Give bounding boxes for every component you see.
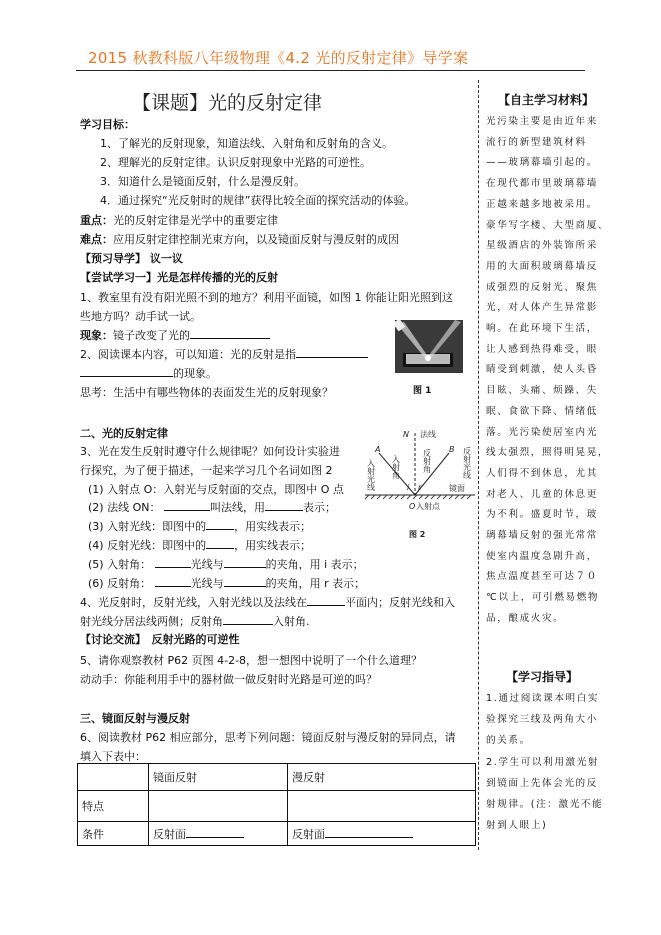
sidebar-line: 验探究三线及两角大小 — [486, 714, 598, 726]
term-2 — [88, 499, 336, 515]
fill-blank[interactable] — [190, 327, 270, 339]
cell-input[interactable] — [149, 791, 288, 822]
cell-condition — [149, 822, 288, 846]
normal-label: 法线 — [420, 430, 436, 439]
term-5 — [88, 556, 364, 572]
fill-blank[interactable] — [223, 613, 273, 625]
question-1-cont: 些地方吗？动手试一试。 — [80, 310, 201, 323]
question-2-text: 2、阅读课本内容，可以知道：光的反射是指 — [80, 348, 296, 361]
question-4-cont — [80, 613, 310, 629]
q4-text: 4、光反射时，反射光线，入射光线以及法线在 — [80, 596, 307, 609]
sidebar-line: 人们得不到休息，尤其 — [486, 467, 598, 479]
sidebar-line: 落。光污染使居室内光 — [486, 426, 598, 438]
difficulty-text: 应用反射定律控制光束方向，以及镜面反射与漫反射的成因 — [113, 233, 399, 246]
fill-blank[interactable] — [296, 346, 368, 358]
fill-blank[interactable] — [164, 499, 210, 511]
cell-text: 反射面 — [153, 827, 186, 841]
question-1: 1、教室里有没有阳光照不到的地方？利用平面镜，如图 1 你能让阳光照到这 — [80, 291, 453, 304]
term-text: 的夹角，用 i 表示； — [265, 558, 364, 571]
sidebar-line: 流行的新型建筑材料 — [486, 136, 587, 148]
document-header: 2015 秋教科版八年级物理《4.2 光的反射定律》导学案 — [88, 49, 469, 67]
cell-text: 反射面 — [292, 827, 325, 841]
objective-item: 4．通过探究“光反射时的规律”获得比较全面的探究活动的体验。 — [100, 194, 416, 207]
cell-condition — [288, 822, 476, 846]
sidebar-line: 2.学生可以利用激光射 — [486, 756, 600, 768]
fill-blank[interactable] — [307, 594, 345, 606]
figure-2-diagram — [365, 425, 479, 545]
sidebar-line: 星级酒店的外装饰所采 — [486, 240, 598, 252]
point-b: B — [449, 445, 455, 454]
sidebar-line: 正越来越多地被采用。 — [486, 198, 598, 210]
key-point-label: 重点： — [80, 214, 113, 227]
fill-blank[interactable] — [265, 499, 303, 511]
term-text: ，用实线表示； — [234, 539, 312, 552]
term-text: 的夹角，用 r 表示； — [265, 577, 366, 590]
phenomenon-text: 镜子改变了光的 — [113, 329, 190, 342]
question-5: 5、请你观察教材 P62 页图 4-2-8，想一想图中说明了一个什么道理？ — [80, 654, 423, 667]
sidebar-line: 到镜面上先体会光的反 — [486, 777, 598, 789]
fill-blank[interactable] — [224, 575, 266, 587]
question-6-cont: 填入下表中： — [80, 750, 146, 763]
difficulty — [80, 231, 399, 247]
question-2-cont — [80, 365, 217, 381]
q4-text: 入射角. — [273, 615, 310, 628]
sidebar-heading: 【自主学习材料】 — [498, 93, 595, 107]
q4-text: 平面内；反射光线和入 — [345, 596, 455, 609]
discuss-heading: 【讨论交流】 反射光路的可逆性 — [80, 633, 240, 646]
sidebar-line: 1.通过阅读课本明白实 — [486, 693, 600, 704]
fill-blank[interactable] — [224, 556, 266, 568]
term-3 — [88, 518, 311, 534]
preview-heading: 【预习导学】 议一议 — [80, 252, 183, 265]
term-text: 光线与 — [190, 577, 224, 590]
row-label-conditions: 条件 — [78, 822, 149, 846]
term-6 — [88, 575, 365, 591]
term-text: (3) 入射光线：即图中的 — [88, 520, 207, 533]
point-o: O — [409, 502, 416, 511]
term-text: 表示； — [302, 501, 336, 514]
phenomenon-label: 现象： — [80, 329, 113, 342]
sidebar-line: 眠、食欲下降、情绪低 — [486, 405, 598, 417]
sidebar-line: 用的大面积玻璃幕墙反 — [486, 260, 598, 272]
hands-on: 动动手：你能利用手中的器材做一做反射时光路是可逆的吗？ — [80, 673, 377, 686]
term-text: (5) 入射角： — [88, 558, 152, 571]
fill-blank[interactable] — [155, 575, 191, 587]
figure-2-caption: 图 2 — [409, 530, 426, 539]
sidebar-line: 使室内温度急剧升高， — [486, 550, 598, 562]
term-text: 叫法线，用 — [209, 501, 265, 514]
term-text: ，用实线表示； — [234, 520, 312, 533]
angle-i: i — [407, 483, 410, 492]
sidebar-line: 光，对人体产生异常影 — [486, 302, 598, 314]
term-4 — [88, 537, 311, 553]
figure-1-image — [395, 320, 463, 373]
fill-blank[interactable] — [80, 365, 173, 377]
law-heading: 二、光的反射定律 — [80, 427, 168, 440]
comparison-table — [77, 763, 476, 846]
sidebar-line: ——玻璃幕墙引起的。 — [486, 157, 598, 169]
angle-r: r — [418, 483, 422, 492]
key-point — [80, 212, 278, 228]
sidebar-line: 让人感到热得难受，眼 — [486, 343, 598, 355]
header-specular: 镜面反射 — [149, 764, 288, 791]
normal-letter: N — [403, 430, 409, 439]
key-point-text: 光的反射定律是光学中的重要定律 — [113, 214, 278, 227]
guide-heading: 【学习指导】 — [506, 670, 579, 684]
term-text: (4) 反射光线：即图中的 — [88, 539, 207, 552]
header-rule — [76, 70, 585, 71]
lesson-title: 【课题】光的反射定律 — [132, 92, 323, 114]
incidence-point-label: 入射点 — [416, 502, 440, 511]
question-6: 6、阅读教材 P62 相应部分，思考下列问题：镜面反射与漫反射的异同点，请 — [80, 731, 456, 744]
fill-blank[interactable] — [206, 518, 234, 530]
incident-angle-label: 入射角 — [391, 455, 401, 479]
question-2 — [80, 346, 368, 362]
header-diffuse: 漫反射 — [288, 764, 476, 791]
sidebar-line: 品，酿成火灾。 — [486, 612, 565, 624]
phenomenon — [80, 327, 270, 343]
try-heading: 【尝试学习一】光是怎样传播的光的反射 — [80, 271, 278, 284]
sidebar-line: 豪华写字楼、大型商厦、 — [486, 219, 610, 231]
term-text: (6) 反射角： — [88, 577, 152, 590]
fill-blank[interactable] — [325, 826, 413, 838]
sidebar-line: 的关系。 — [486, 735, 531, 747]
fill-blank[interactable] — [186, 826, 244, 838]
sidebar-line: 响。在此环境下生活， — [486, 323, 598, 334]
sidebar-line: ℃以上，可引燃易燃物 — [486, 592, 600, 604]
reflect-angle-label: 反射角 — [422, 449, 432, 473]
sidebar-line: 对老人、儿童的休息更 — [486, 488, 598, 500]
objective-item: 2、理解光的反射定律。认识反射现象中光路的可逆性。 — [100, 156, 371, 169]
sidebar-line: 线太强烈，照得明晃晃， — [486, 447, 610, 459]
objective-item: 1、了解光的反射现象，知道法线、入射角和反射角的含义。 — [100, 137, 393, 150]
point-a: A — [375, 445, 381, 454]
mirror-label: 镜面 — [449, 484, 465, 493]
term-text: (2) 法线 ON： — [88, 501, 161, 514]
reflected-ray-label: 反射光线 — [462, 447, 472, 479]
q4-text: 射光线分居法线两侧；反射角 — [80, 615, 223, 628]
sidebar-line: 射到人眼上) — [486, 820, 548, 832]
term-text: 光线与 — [190, 558, 224, 571]
sidebar-line: 璃幕墙反射的强光常常 — [486, 530, 598, 541]
sidebar-line: 目眩、头痛、烦躁、失 — [486, 385, 598, 397]
fill-blank[interactable] — [206, 537, 234, 549]
corner-cell — [78, 764, 149, 791]
figure-1-caption: 图 1 — [413, 386, 432, 396]
sidebar-line: 光污染主要是由近年来 — [486, 116, 598, 127]
difficulty-label: 难点： — [80, 233, 113, 246]
incident-ray-label: 入射光线 — [366, 459, 376, 491]
row-label-features: 特点 — [78, 791, 149, 822]
question-2-end: 的现象。 — [173, 367, 217, 380]
question-3: 3、光在发生反射时遵守什么规律呢？如何设计实验进 — [80, 445, 340, 458]
sidebar-line: 为不利。盛夏时节，玻 — [486, 509, 598, 521]
question-3-cont: 行探究，为了便于描述，一起来学习几个名词如图 2 — [80, 464, 333, 477]
sidebar-line: 射规律。(注：激光不能 — [486, 799, 604, 810]
sidebar-line: 在现代都市里玻璃幕墙 — [486, 178, 598, 190]
sidebar-line: 焦点温度甚至可达７０ — [486, 571, 598, 583]
diffuse-heading: 三、镜面反射与漫反射 — [80, 712, 190, 725]
sidebar-line: 成强烈的反射光、聚焦 — [486, 281, 598, 293]
question-4 — [80, 594, 455, 610]
fill-blank[interactable] — [155, 556, 191, 568]
think-question: 思考：生活中有哪些物体的表面发生光的反射现象？ — [80, 386, 333, 399]
cell-input[interactable] — [288, 791, 476, 822]
sidebar-line: 睛受到刺激，使人头昏 — [486, 364, 598, 376]
objective-item: 3．知道什么是镜面反射，什么是漫反射。 — [100, 175, 305, 188]
objectives-label: 学习目标： — [80, 118, 135, 131]
term-1: (1) 入射点 O：入射光与反射面的交点，即图中 O 点 — [88, 483, 344, 496]
